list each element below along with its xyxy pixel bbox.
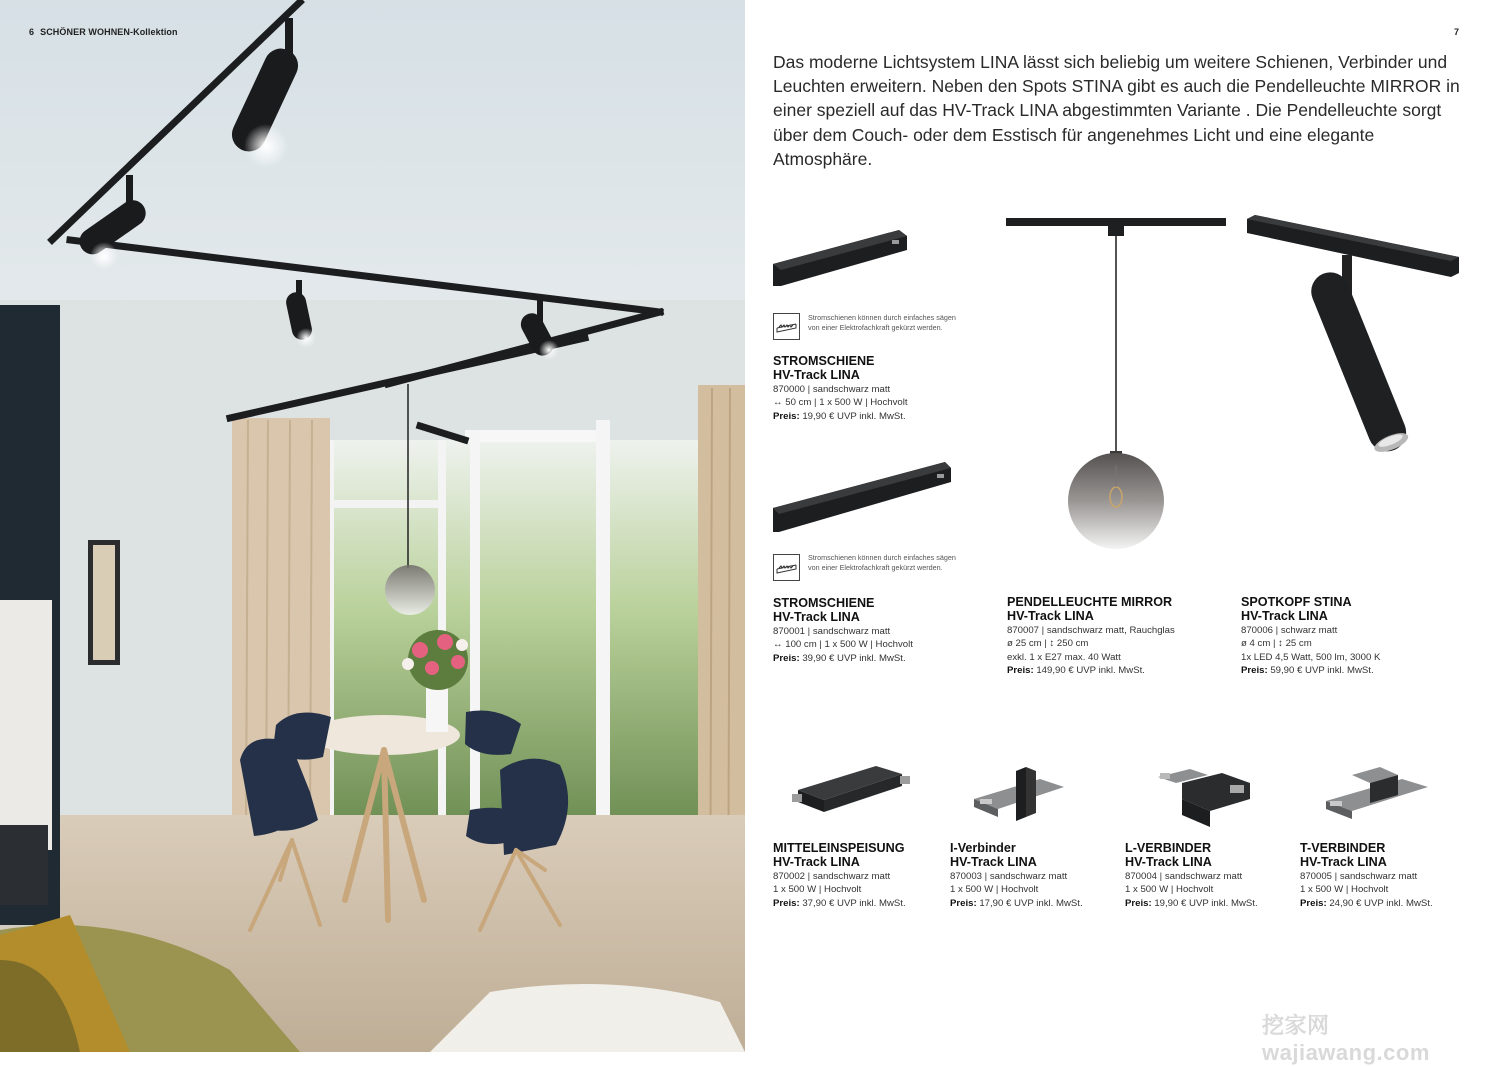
product-rail-100: STROMSCHIENE HV-Track LINA 870001 | sandschwarz matt ↔ 100 cm | 1 x 500 W | Hochvolt Preis: 39,90 € UVP inkl. MwSt. <box>773 596 913 664</box>
interior-photo <box>0 0 745 1052</box>
product-rail-50: STROMSCHIENE HV-Track LINA 870000 | sandschwarz matt ↔ 50 cm | 1 x 500 W | Hochvolt Preis: 19,90 € UVP inkl. MwSt. <box>773 354 908 422</box>
product-pendant-mirror: PENDELLEUCHTE MIRROR HV-Track LINA 870007 | sandschwarz matt, Rauchglas ø 25 cm | ↕ 250 cm exkl. 1 x E27 max. 40 Watt Preis: 149,90 € UVP inkl. MwSt. <box>1007 595 1175 677</box>
saw-note: Stromschienen können durch einfaches sägen von einer Elektrofachkraft gekürzt werden. <box>808 313 956 332</box>
t-connector-image <box>1322 765 1432 825</box>
product-i-connector: I-Verbinder HV-Track LINA 870003 | sandschwarz matt 1 x 500 W | Hochvolt Preis: 17,90 € UVP inkl. MwSt. <box>950 841 1083 909</box>
right-page-number: 7 <box>1454 27 1460 37</box>
left-page-number: 6 <box>29 27 35 37</box>
saw-note: Stromschienen können durch einfaches sägen von einer Elektrofachkraft gekürzt werden. <box>808 553 956 572</box>
i-connector-image <box>970 765 1070 825</box>
saw-icon <box>773 313 800 340</box>
product-feed: MITTELEINSPEISUNG HV-Track LINA 870002 | sandschwarz matt 1 x 500 W | Hochvolt Preis: 37,90 € UVP inkl. MwSt. <box>773 841 906 909</box>
spot-image <box>1247 215 1462 460</box>
rail-50-image <box>773 228 913 292</box>
product-spot-stina: SPOTKOPF STINA HV-Track LINA 870006 | schwarz matt ø 4 cm | ↕ 25 cm 1x LED 4,5 Watt, 500 lm, 3000 K Preis: 59,90 € UVP inkl. MwSt. <box>1241 595 1381 677</box>
feed-connector-image <box>790 762 915 817</box>
l-connector-image <box>1150 765 1255 830</box>
interior-illustration <box>0 0 745 1052</box>
pendant-image <box>1006 215 1228 555</box>
left-page-header <box>29 27 178 37</box>
saw-icon <box>773 554 800 581</box>
product-l-connector: L-VERBINDER HV-Track LINA 870004 | sandschwarz matt 1 x 500 W | Hochvolt Preis: 19,90 € UVP inkl. MwSt. <box>1125 841 1258 909</box>
rail-100-image <box>773 460 953 535</box>
left-page-title: SCHÖNER WOHNEN-Kollektion <box>40 27 178 37</box>
product-t-connector: T-VERBINDER HV-Track LINA 870005 | sandschwarz matt 1 x 500 W | Hochvolt Preis: 24,90 € UVP inkl. MwSt. <box>1300 841 1433 909</box>
intro-paragraph: Das moderne Lichtsystem LINA lässt sich beliebig um weitere Schienen, Verbinder und Leuchten erweitern. Neben den Spots STINA gibt es auch die Pendelleuchte MIRROR in einer speziell auf das HV-Track LINA abgestimmten Variante . Die Pendelleuchte sorgt über dem Couch- oder dem Esstisch für angenehmes Licht und eine elegante Atmosphäre. <box>773 52 1460 169</box>
watermark: 挖家网 wajiawang.com <box>1262 1013 1430 1065</box>
